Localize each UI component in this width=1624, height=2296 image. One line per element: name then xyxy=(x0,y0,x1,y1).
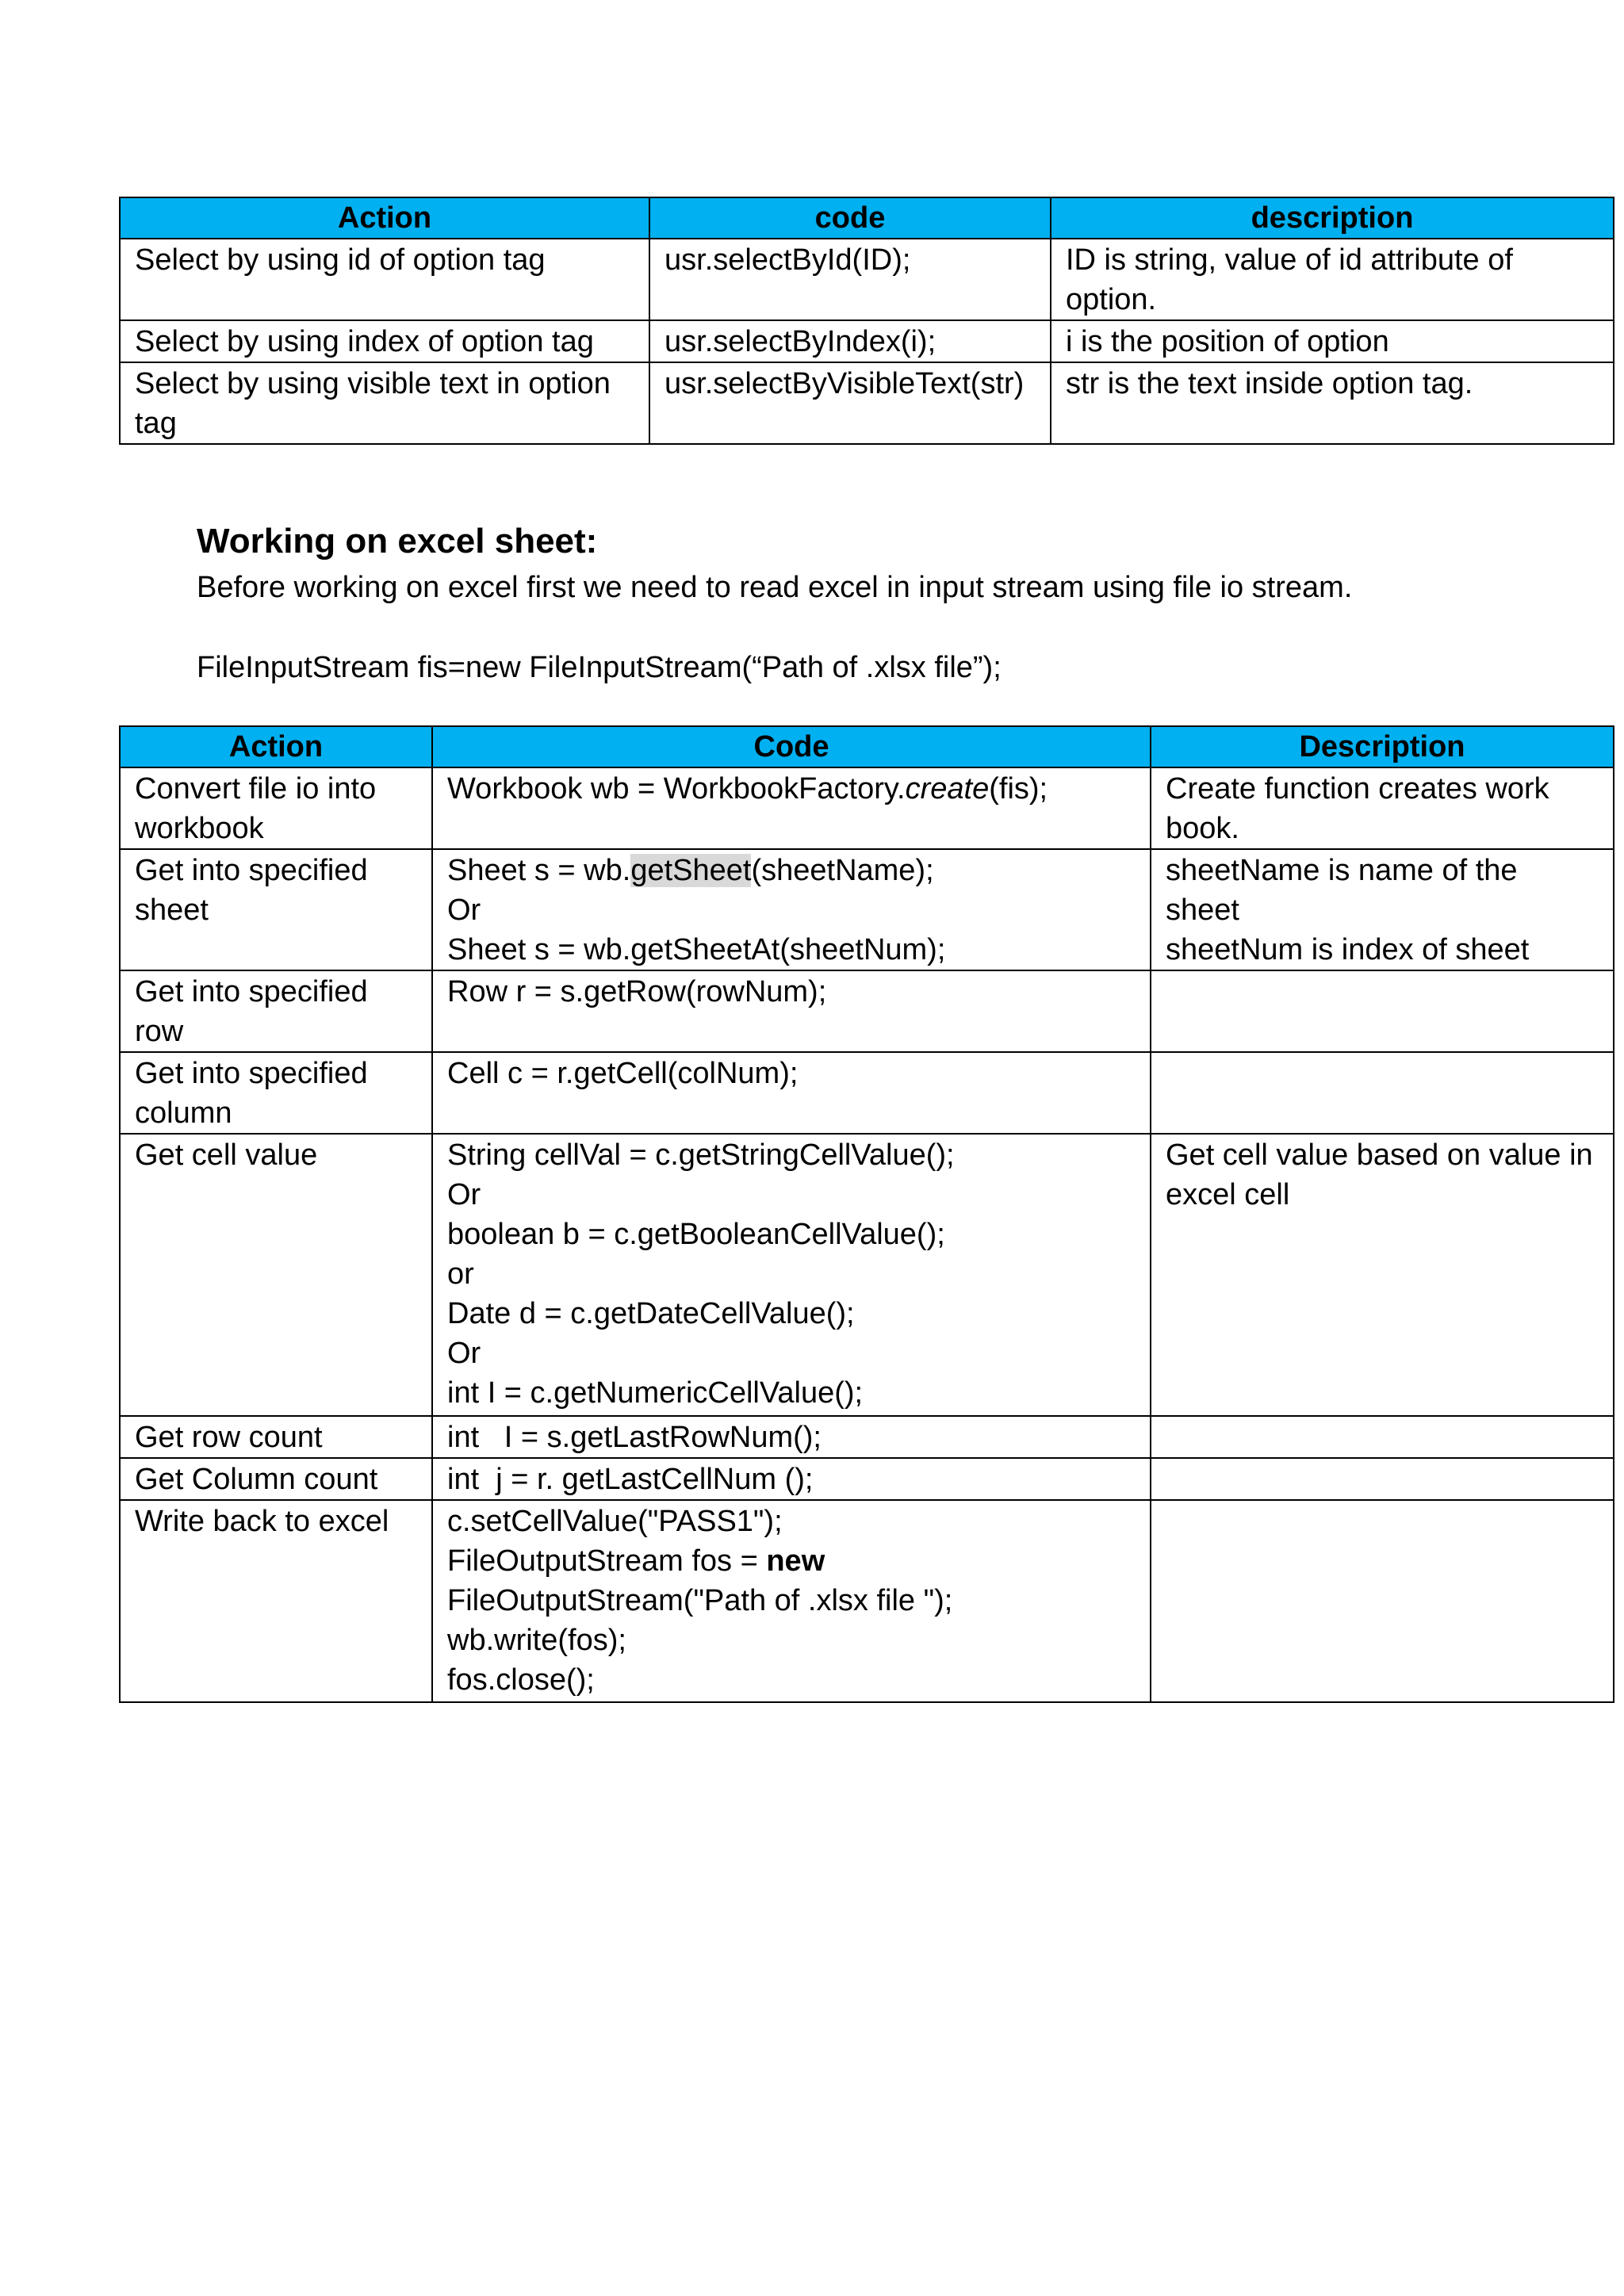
code-line: FileOutputStream("Path of .xlsx file "); xyxy=(447,1584,953,1617)
highlighted-code: getSheet xyxy=(630,854,752,887)
code-cell: usr.selectByIndex(i); xyxy=(649,320,1051,362)
description-cell: ID is string, value of id attribute of option. xyxy=(1051,239,1614,320)
description-cell xyxy=(1151,1416,1614,1458)
code-line: Date d = c.getDateCellValue(); xyxy=(447,1297,855,1330)
code-text: (fis); xyxy=(989,772,1048,806)
code-line: Or xyxy=(447,1337,481,1370)
code-line: boolean b = c.getBooleanCellValue(); xyxy=(447,1218,945,1251)
table-header-row xyxy=(120,726,1614,767)
table-row xyxy=(120,1416,1614,1458)
code-cell xyxy=(432,1500,1151,1702)
header-code: code xyxy=(649,197,1051,239)
code-cell: usr.selectById(ID); xyxy=(649,239,1051,320)
code-cell xyxy=(432,767,1151,849)
description-cell xyxy=(1151,1458,1614,1500)
description-line: sheetNum is index of sheet xyxy=(1166,933,1530,966)
code-cell: Cell c = r.getCell(colNum); xyxy=(432,1052,1151,1134)
code-cell xyxy=(432,1134,1151,1416)
action-cell: Get into specified column xyxy=(120,1052,432,1134)
section-heading: Working on excel sheet: xyxy=(197,522,598,561)
code-cell: Row r = s.getRow(rowNum); xyxy=(432,970,1151,1052)
header-description: Description xyxy=(1151,726,1614,767)
description-cell xyxy=(1151,970,1614,1052)
action-cell: Get into specified sheet xyxy=(120,849,432,970)
code-text: Workbook wb = WorkbookFactory. xyxy=(447,772,906,806)
header-description: description xyxy=(1051,197,1614,239)
table-row xyxy=(120,970,1614,1052)
code-italic-text: create xyxy=(905,772,990,806)
code-cell: int I = s.getLastRowNum(); xyxy=(432,1416,1151,1458)
excel-operations-table xyxy=(119,725,1614,1703)
code-line: String cellVal = c.getStringCellValue(); xyxy=(447,1138,955,1172)
code-line: wb.write(fos); xyxy=(447,1624,626,1657)
action-cell: Write back to excel xyxy=(120,1500,432,1702)
action-cell: Get row count xyxy=(120,1416,432,1458)
description-cell: i is the position of option xyxy=(1051,320,1614,362)
intro-paragraph: Before working on excel first we need to read excel in input stream using file io stream. xyxy=(197,571,1353,604)
code-text: FileOutputStream fos = xyxy=(447,1544,767,1578)
table-row xyxy=(120,1500,1614,1702)
code-line: Sheet s = wb.getSheetAt(sheetNum); xyxy=(447,933,946,966)
code-cell: usr.selectByVisibleText(str) xyxy=(649,362,1051,444)
description-cell xyxy=(1151,849,1614,970)
table-header-row xyxy=(120,197,1614,239)
code-line: fos.close(); xyxy=(447,1663,595,1697)
code-text: (sheetName); xyxy=(751,854,934,887)
select-methods-table xyxy=(119,197,1614,445)
header-action: Action xyxy=(120,726,432,767)
code-line xyxy=(447,851,1136,890)
description-cell: str is the text inside option tag. xyxy=(1051,362,1614,444)
description-cell xyxy=(1151,1500,1614,1702)
table-row xyxy=(120,362,1614,444)
description-cell xyxy=(1151,1052,1614,1134)
code-line: int I = c.getNumericCellValue(); xyxy=(447,1376,864,1410)
stream-code-line: FileInputStream fis=new FileInputStream(“Path of .xlsx file”); xyxy=(197,651,1002,684)
description-cell: Create function creates work book. xyxy=(1151,767,1614,849)
action-cell: Get into specified row xyxy=(120,970,432,1052)
code-line: c.setCellValue("PASS1"); xyxy=(447,1505,783,1538)
table-row xyxy=(120,1458,1614,1500)
action-cell: Get cell value xyxy=(120,1134,432,1416)
description-line: sheetName is name of the sheet xyxy=(1166,854,1518,927)
code-text: Sheet s = wb. xyxy=(447,854,631,887)
action-cell: Select by using visible text in option tag xyxy=(120,362,649,444)
action-cell: Select by using id of option tag xyxy=(120,239,649,320)
action-cell: Convert file io into workbook xyxy=(120,767,432,849)
code-cell xyxy=(432,849,1151,970)
table-row xyxy=(120,849,1614,970)
code-cell: int j = r. getLastCellNum (); xyxy=(432,1458,1151,1500)
description-cell: Get cell value based on value in excel cell xyxy=(1151,1134,1614,1416)
table-row xyxy=(120,1052,1614,1134)
code-line: Or xyxy=(447,894,481,927)
action-cell: Get Column count xyxy=(120,1458,432,1500)
table-row xyxy=(120,320,1614,362)
header-action: Action xyxy=(120,197,649,239)
code-line: Or xyxy=(447,1178,481,1211)
code-keyword: new xyxy=(766,1544,825,1578)
code-line: or xyxy=(447,1257,474,1291)
table-row xyxy=(120,239,1614,320)
table-row xyxy=(120,1134,1614,1416)
header-code: Code xyxy=(432,726,1151,767)
code-line xyxy=(447,1541,1136,1581)
table-row xyxy=(120,767,1614,849)
action-cell: Select by using index of option tag xyxy=(120,320,649,362)
